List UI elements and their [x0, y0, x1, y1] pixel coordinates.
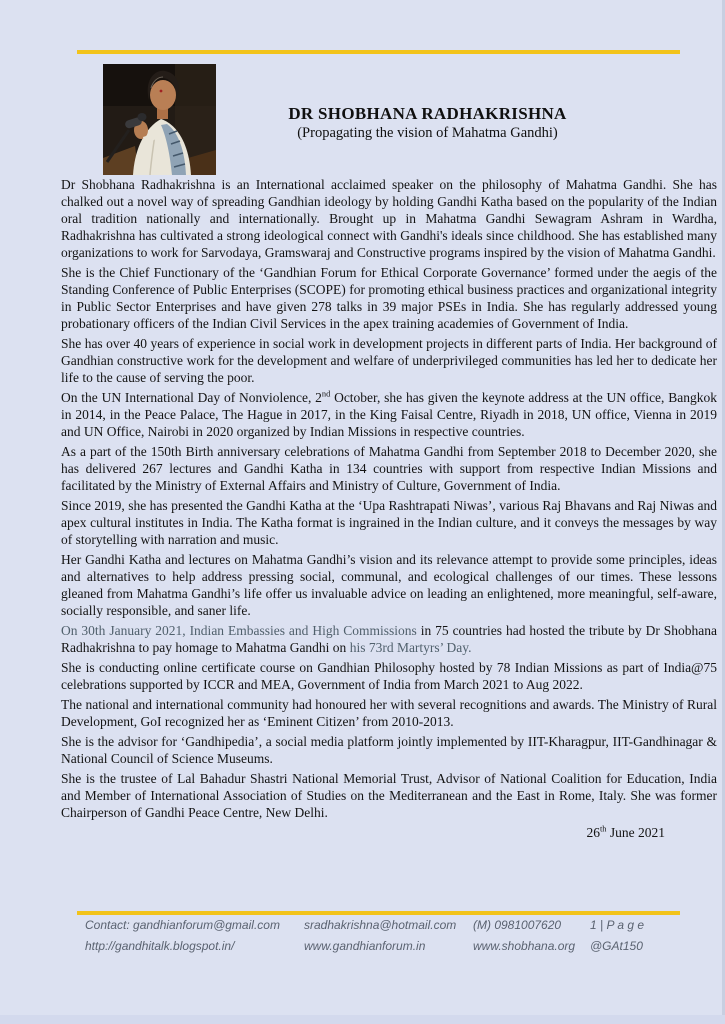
paragraph-text: She is the Chief Functionary of the ‘Gandhian Forum for Ethical Corporate Governance’ formed under the aegis of the Standing Conference of Public Enterprises (SCOPE) for promoting ethical business practices and organizational integrity in Public Sector Enterprises and have given 278 talks in 39 major PSEs in India. She has regularly addressed young probationary officers of the Indian Civil Services in the apex training academies of Government of India. — [61, 265, 717, 331]
website-gandhianforum: www.gandhianforum.in — [304, 939, 426, 953]
top-divider-rule — [77, 50, 680, 54]
contact-mobile: (M) 0981007620 — [473, 918, 562, 932]
twitter-handle: @GAt150 — [590, 939, 643, 953]
page-footer — [61, 918, 717, 953]
date-line — [61, 824, 717, 841]
footer-grid — [61, 918, 717, 953]
date-month-year: June 2021 — [606, 825, 665, 840]
paragraph-text: She has over 40 years of experience in social work in development projects in different parts of India. Her background of Gandhian constructive work for the development and welfare of underprivileged communities has led her to dedicate her life to the cause of serving the poor. — [61, 336, 717, 385]
bio-paragraph-7 — [61, 551, 717, 619]
header-text-block — [216, 64, 717, 143]
ordinal-superscript: nd — [321, 389, 331, 399]
website-shobhana: www.shobhana.org — [473, 939, 576, 953]
bio-paragraph-1 — [61, 176, 717, 261]
paragraph-text: She is the trustee of Lal Bahadur Shastri National Memorial Trust, Advisor of National Coalition for Education, India and Member of International Association of Studies on the Mediterranean and the East in Rome, Italy. She was former Chairperson of Gandhi Peace Centre, New Delhi. — [61, 771, 717, 820]
date-day: 26 — [586, 825, 600, 840]
page-subtitle: (Propagating the vision of Mahatma Gandhi) — [297, 125, 558, 141]
bio-paragraph-5 — [61, 443, 717, 494]
speaker-photo-illustration — [103, 64, 216, 175]
page-number: 1 | P a g e — [590, 918, 645, 932]
blog-url: http://gandhitalk.blogspot.in/ — [85, 939, 235, 953]
bio-paragraph-2 — [61, 264, 717, 332]
paragraph-text: October, she has given the keynote address at the UN office, Bangkok in 2014, in the Peace Palace, The Hague in 2017, in the King Faisal Centre, Riyadh in 2018, UN office, Vienna in 2019 and UN Office, Nairobi in 2020 organized by Indian Missions in respective countries. — [61, 390, 717, 439]
paragraph-text: Dr Shobhana Radhakrishna is an International acclaimed speaker on the philosophy of Mahatma Gandhi. She has chalked out a novel way of spreading Gandhian ideology by holding Gandhi Katha based on the popularity of the Indian oral tradition nationally and internationally. Brought up in Mahatma Gandhi Sewagram Ashram in Wardha, Radhakrishna has cultivated a strong ideological connect with Gandhi's ideals since childhood. She has established many organizations to work for Sarvodaya, Gramswaraj and Constructive programs inspired by the vision of Mahatma Gandhi. — [61, 177, 717, 260]
biography-body — [61, 176, 717, 841]
paragraph-text: She is conducting online certificate course on Gandhian Philosophy hosted by 78 Indian Missions as part of India@75 celebrations supported by ICCR and MEA, Government of India from March 2021 to Aug 2022. — [61, 660, 717, 692]
bio-paragraph-3 — [61, 335, 717, 386]
paragraph-text: Her Gandhi Katha and lectures on Mahatma Gandhi’s vision and its relevance attempt to provide some principles, ideas and alternatives to help address pressing social, communal, and ecological challenges of our times. These lessons gleaned from Mahatma Gandhi’s life offer us invaluable advice on leading an enlightened, more meaningful, self-aware, socially responsible, and saner life. — [61, 552, 717, 618]
paragraph-text: On the UN International Day of Nonviolence, 2 — [61, 390, 322, 405]
contact-email-secondary: sradhakrishna@hotmail.com — [304, 918, 457, 932]
paragraph-text-muted: On 30th January 2021, Indian Embassies and High Commissions — [61, 623, 417, 638]
bio-paragraph-8 — [61, 622, 717, 656]
bio-paragraph-10 — [61, 696, 717, 730]
bottom-divider-rule — [77, 911, 680, 915]
paragraph-text: She is the advisor for ‘Gandhipedia’, a social media platform jointly implemented by IIT-Kharagpur, IIT-Gandhinagar & National Council of Science Museums. — [61, 734, 717, 766]
bio-paragraph-9 — [61, 659, 717, 693]
bio-paragraph-6 — [61, 497, 717, 548]
bio-paragraph-4 — [61, 389, 717, 440]
paragraph-text-muted: his 73rd Martyrs’ Day. — [349, 640, 472, 655]
contact-email-primary: Contact: gandhianforum@gmail.com — [85, 918, 280, 932]
paragraph-text: Since 2019, she has presented the Gandhi Katha at the ‘Upa Rashtrapati Niwas’, various Raj Bhavans and Raj Niwas and apex cultural institutes in India. The Katha format is ingrained in the Indian culture, and it conveys the messages by way of storytelling with narration and music. — [61, 498, 717, 547]
page-title: DR SHOBHANA RADHAKRISHNA — [288, 104, 567, 123]
speaker-photo — [103, 64, 216, 175]
date-ordinal-superscript: th — [599, 824, 607, 834]
paragraph-text: As a part of the 150th Birth anniversary celebrations of Mahatma Gandhi from September 2018 to December 2020, she has delivered 267 lectures and Gandhi Katha in 134 countries with support from respective Indian Missions and facilitated by the Ministry of External Affairs and Ministry of Culture, Government of India. — [61, 444, 717, 493]
page-bottom-edge — [0, 1015, 725, 1024]
paragraph-text: The national and international community had honoured her with several recognitions and awards. The Ministry of Rural Development, GoI recognized her as ‘Eminent Citizen’ from 2010-2013. — [61, 697, 717, 729]
bio-paragraph-12 — [61, 770, 717, 821]
paragraph-text: in 75 countries had hosted the tribute by Dr Shobhana Radhakrishna to pay homage to Mahatma Gandhi on — [61, 623, 717, 655]
document-header — [61, 64, 717, 175]
bio-paragraph-11 — [61, 733, 717, 767]
